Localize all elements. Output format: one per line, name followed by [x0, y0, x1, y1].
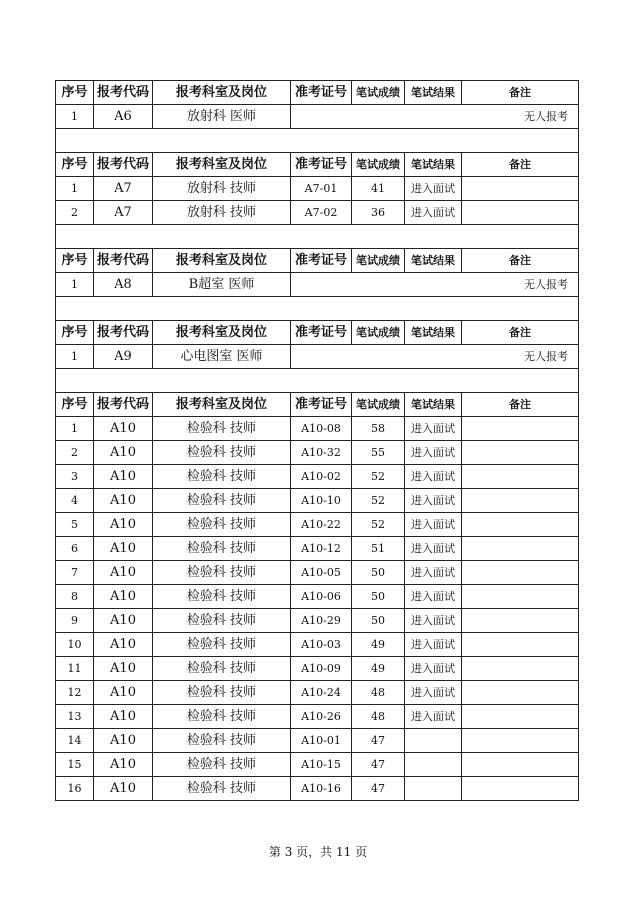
cell-code: A10	[94, 753, 153, 777]
cell-code: A10	[94, 417, 153, 441]
header-seq: 序号	[56, 153, 94, 177]
cell-note: 无人报考	[291, 105, 579, 129]
table-row	[56, 705, 579, 729]
cell-score: 49	[352, 657, 405, 681]
header-dept: 报考科室及岗位	[153, 81, 291, 105]
table-row	[56, 273, 579, 297]
section-spacer	[56, 297, 579, 321]
page-footer: 第 3 页，共 11 页	[268, 845, 368, 859]
cell-code: A10	[94, 513, 153, 537]
cell-seq: 7	[56, 561, 94, 585]
header-code: 报考代码	[94, 249, 153, 273]
table-row	[56, 441, 579, 465]
cell-code: A10	[94, 777, 153, 801]
cell-dept: 检验科 技师	[153, 585, 291, 609]
cell-dept: 检验科 技师	[153, 777, 291, 801]
cell-score: 47	[352, 753, 405, 777]
header-row	[56, 81, 579, 105]
cell-score: 47	[352, 777, 405, 801]
cell-seq: 14	[56, 729, 94, 753]
table-row	[56, 513, 579, 537]
cell-result: 进入面试	[405, 585, 462, 609]
cell-score: 50	[352, 585, 405, 609]
cell-note	[462, 753, 579, 777]
header-dept: 报考科室及岗位	[153, 153, 291, 177]
table-row	[56, 729, 579, 753]
cell-ticket: A10-02	[291, 465, 352, 489]
table-row	[56, 777, 579, 801]
cell-dept: 检验科 技师	[153, 633, 291, 657]
cell-code: A10	[94, 681, 153, 705]
cell-dept: 检验科 技师	[153, 609, 291, 633]
cell-score: 49	[352, 633, 405, 657]
cell-score: 52	[352, 465, 405, 489]
section-spacer	[56, 225, 579, 249]
cell-code: A10	[94, 609, 153, 633]
header-code: 报考代码	[94, 81, 153, 105]
cell-score: 50	[352, 561, 405, 585]
cell-score: 36	[352, 201, 405, 225]
cell-code: A8	[94, 273, 153, 297]
cell-code: A10	[94, 705, 153, 729]
cell-dept: 检验科 技师	[153, 753, 291, 777]
cell-note: 无人报考	[291, 345, 579, 369]
cell-seq: 9	[56, 609, 94, 633]
cell-dept: 检验科 技师	[153, 657, 291, 681]
cell-dept: B超室 医师	[153, 273, 291, 297]
table-row	[56, 105, 579, 129]
cell-result: 进入面试	[405, 489, 462, 513]
cell-seq: 13	[56, 705, 94, 729]
header-row	[56, 393, 579, 417]
cell-seq: 3	[56, 465, 94, 489]
cell-code: A7	[94, 177, 153, 201]
cell-code: A10	[94, 441, 153, 465]
cell-seq: 5	[56, 513, 94, 537]
header-ticket: 准考证号	[291, 321, 352, 345]
header-note: 备注	[462, 153, 579, 177]
cell-note	[462, 441, 579, 465]
header-ticket: 准考证号	[291, 153, 352, 177]
header-note: 备注	[462, 321, 579, 345]
cell-dept: 检验科 技师	[153, 729, 291, 753]
cell-note	[462, 417, 579, 441]
cell-note	[462, 465, 579, 489]
cell-ticket: A10-06	[291, 585, 352, 609]
cell-dept: 心电图室 医师	[153, 345, 291, 369]
cell-ticket: A7-02	[291, 201, 352, 225]
header-seq: 序号	[56, 393, 94, 417]
header-score: 笔试成绩	[352, 249, 405, 273]
cell-code: A10	[94, 729, 153, 753]
cell-note	[462, 537, 579, 561]
cell-result: 进入面试	[405, 465, 462, 489]
header-dept: 报考科室及岗位	[153, 249, 291, 273]
cell-ticket: A10-03	[291, 633, 352, 657]
cell-score: 41	[352, 177, 405, 201]
cell-dept: 放射科 技师	[153, 201, 291, 225]
cell-note	[462, 633, 579, 657]
cell-note	[462, 777, 579, 801]
cell-result: 进入面试	[405, 657, 462, 681]
cell-note	[462, 609, 579, 633]
results-table	[55, 80, 579, 801]
header-seq: 序号	[56, 249, 94, 273]
header-result: 笔试结果	[405, 321, 462, 345]
cell-seq: 1	[56, 417, 94, 441]
cell-code: A10	[94, 489, 153, 513]
cell-note	[462, 657, 579, 681]
cell-seq: 10	[56, 633, 94, 657]
cell-dept: 放射科 医师	[153, 105, 291, 129]
cell-note	[462, 201, 579, 225]
cell-ticket: A10-08	[291, 417, 352, 441]
cell-score: 58	[352, 417, 405, 441]
header-ticket: 准考证号	[291, 393, 352, 417]
cell-score: 47	[352, 729, 405, 753]
cell-score: 52	[352, 513, 405, 537]
cell-result: 进入面试	[405, 705, 462, 729]
header-row	[56, 153, 579, 177]
cell-result: 进入面试	[405, 633, 462, 657]
header-result: 笔试结果	[405, 393, 462, 417]
cell-seq: 8	[56, 585, 94, 609]
cell-code: A6	[94, 105, 153, 129]
cell-ticket: A10-24	[291, 681, 352, 705]
cell-note	[462, 513, 579, 537]
cell-result: 进入面试	[405, 513, 462, 537]
cell-result: 进入面试	[405, 177, 462, 201]
cell-note	[462, 681, 579, 705]
cell-note	[462, 177, 579, 201]
header-dept: 报考科室及岗位	[153, 321, 291, 345]
cell-seq: 16	[56, 777, 94, 801]
cell-seq: 11	[56, 657, 94, 681]
cell-code: A10	[94, 657, 153, 681]
cell-ticket: A10-10	[291, 489, 352, 513]
header-result: 笔试结果	[405, 249, 462, 273]
table-row	[56, 201, 579, 225]
cell-note: 无人报考	[291, 273, 579, 297]
header-ticket: 准考证号	[291, 81, 352, 105]
cell-dept: 检验科 技师	[153, 417, 291, 441]
cell-dept: 检验科 技师	[153, 537, 291, 561]
table-row	[56, 177, 579, 201]
cell-result: 进入面试	[405, 681, 462, 705]
table-row	[56, 345, 579, 369]
header-code: 报考代码	[94, 393, 153, 417]
header-result: 笔试结果	[405, 81, 462, 105]
table-row	[56, 609, 579, 633]
header-score: 笔试成绩	[352, 153, 405, 177]
section-spacer	[56, 369, 579, 393]
cell-note	[462, 705, 579, 729]
cell-dept: 检验科 技师	[153, 561, 291, 585]
table-row	[56, 753, 579, 777]
cell-seq: 12	[56, 681, 94, 705]
cell-result: 进入面试	[405, 561, 462, 585]
header-note: 备注	[462, 249, 579, 273]
cell-code: A10	[94, 537, 153, 561]
cell-ticket: A10-01	[291, 729, 352, 753]
cell-ticket: A10-15	[291, 753, 352, 777]
header-note: 备注	[462, 81, 579, 105]
cell-note	[462, 585, 579, 609]
cell-ticket: A10-09	[291, 657, 352, 681]
table-row	[56, 417, 579, 441]
table-row	[56, 681, 579, 705]
cell-score: 48	[352, 681, 405, 705]
cell-note	[462, 489, 579, 513]
table-row	[56, 585, 579, 609]
cell-code: A10	[94, 633, 153, 657]
cell-score: 51	[352, 537, 405, 561]
cell-score: 52	[352, 489, 405, 513]
table-row	[56, 657, 579, 681]
cell-ticket: A10-22	[291, 513, 352, 537]
cell-seq: 1	[56, 345, 94, 369]
cell-dept: 检验科 技师	[153, 489, 291, 513]
cell-score: 48	[352, 705, 405, 729]
table-row	[56, 489, 579, 513]
table-row	[56, 465, 579, 489]
cell-seq: 1	[56, 177, 94, 201]
header-row	[56, 249, 579, 273]
cell-code: A9	[94, 345, 153, 369]
cell-score: 50	[352, 609, 405, 633]
cell-ticket: A10-12	[291, 537, 352, 561]
cell-code: A7	[94, 201, 153, 225]
cell-result	[405, 777, 462, 801]
cell-dept: 检验科 技师	[153, 465, 291, 489]
table-row	[56, 633, 579, 657]
header-row	[56, 321, 579, 345]
cell-result: 进入面试	[405, 417, 462, 441]
cell-code: A10	[94, 585, 153, 609]
cell-ticket: A10-32	[291, 441, 352, 465]
cell-result: 进入面试	[405, 441, 462, 465]
cell-ticket: A7-01	[291, 177, 352, 201]
cell-result	[405, 753, 462, 777]
header-score: 笔试成绩	[352, 393, 405, 417]
header-dept: 报考科室及岗位	[153, 393, 291, 417]
cell-seq: 2	[56, 441, 94, 465]
cell-ticket: A10-29	[291, 609, 352, 633]
cell-note	[462, 561, 579, 585]
cell-note	[462, 729, 579, 753]
header-result: 笔试结果	[405, 153, 462, 177]
cell-seq: 1	[56, 273, 94, 297]
cell-result: 进入面试	[405, 537, 462, 561]
section-spacer	[56, 129, 579, 153]
cell-dept: 检验科 技师	[153, 705, 291, 729]
cell-result: 进入面试	[405, 609, 462, 633]
header-score: 笔试成绩	[352, 81, 405, 105]
cell-seq: 15	[56, 753, 94, 777]
cell-code: A10	[94, 465, 153, 489]
cell-seq: 2	[56, 201, 94, 225]
table-row	[56, 561, 579, 585]
cell-dept: 检验科 技师	[153, 441, 291, 465]
cell-dept: 放射科 技师	[153, 177, 291, 201]
cell-score: 55	[352, 441, 405, 465]
cell-seq: 6	[56, 537, 94, 561]
cell-result: 进入面试	[405, 201, 462, 225]
cell-ticket: A10-05	[291, 561, 352, 585]
table-row	[56, 537, 579, 561]
header-note: 备注	[462, 393, 579, 417]
cell-seq: 1	[56, 105, 94, 129]
header-score: 笔试成绩	[352, 321, 405, 345]
header-code: 报考代码	[94, 321, 153, 345]
header-ticket: 准考证号	[291, 249, 352, 273]
cell-ticket: A10-26	[291, 705, 352, 729]
cell-dept: 检验科 技师	[153, 681, 291, 705]
cell-dept: 检验科 技师	[153, 513, 291, 537]
cell-ticket: A10-16	[291, 777, 352, 801]
cell-seq: 4	[56, 489, 94, 513]
cell-code: A10	[94, 561, 153, 585]
header-seq: 序号	[56, 321, 94, 345]
header-seq: 序号	[56, 81, 94, 105]
header-code: 报考代码	[94, 153, 153, 177]
cell-result	[405, 729, 462, 753]
